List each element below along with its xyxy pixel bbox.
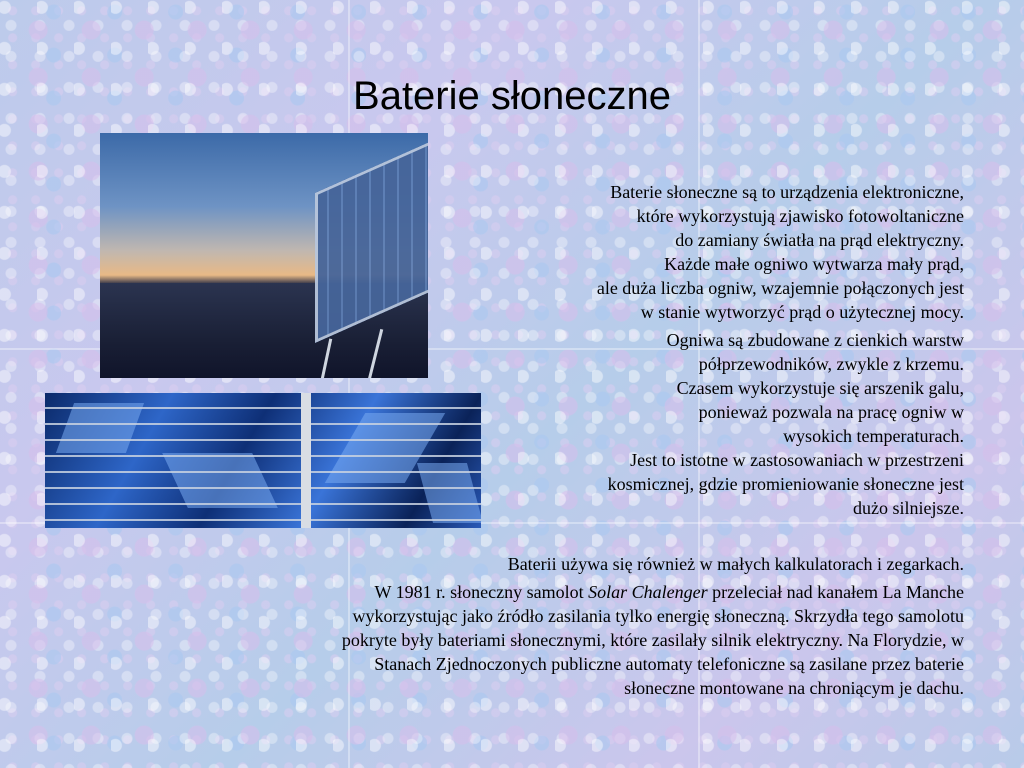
intro-line: Baterie słoneczne są to urządzenia elektroniczne,: [610, 182, 964, 202]
usage-paragraph: [104, 552, 964, 576]
history-line: słoneczne montowane na chroniącym je dachu.: [624, 678, 964, 698]
cells-paragraph: [464, 328, 964, 520]
history-line-first: [104, 580, 964, 604]
cells-line: wysokich temperaturach.: [783, 426, 964, 446]
history-suffix: przeleciał nad kanałem La Manche: [707, 582, 964, 602]
cells-line: półprzewodników, zwykle z krzemu.: [698, 354, 964, 374]
cell-finger-lines: [45, 393, 481, 528]
history-prefix: W 1981 r. słoneczny samolot: [374, 582, 589, 602]
solar-panel-photo: [100, 133, 428, 378]
intro-line: do zamiany światła na prąd elektryczny.: [675, 230, 964, 250]
cells-line: kosmicznej, gdzie promieniowanie słoneczne jest: [607, 474, 964, 494]
history-paragraph: [104, 580, 964, 700]
slide-title: Baterie słoneczne: [353, 74, 671, 118]
cells-line: dużo silniejsze.: [853, 498, 964, 518]
cells-line: Czasem wykorzystuje się arszenik galu,: [676, 378, 964, 398]
cell-busbar: [301, 393, 311, 528]
cells-line: Ogniwa są zbudowane z cienkich warstw: [666, 330, 964, 350]
cells-line: Jest to istotne w zastosowaniach w przestrzeni: [630, 450, 964, 470]
intro-paragraph: [464, 180, 964, 324]
intro-line: ale duża liczba ogniw, wzajemnie połączonych jest: [596, 278, 964, 298]
solar-cell-closeup-photo: [45, 393, 481, 528]
cells-line: ponieważ pozwala na pracę ogniw w: [698, 402, 964, 422]
plane-name: Solar Chalenger: [588, 582, 708, 602]
history-line: pokryte były bateriami słonecznymi, które zasilały silnik elektryczny. Na Florydzie, w: [341, 630, 964, 650]
history-line: Stanach Zjednoczonych publiczne automaty telefoniczne są zasilane przez baterie: [374, 654, 964, 674]
intro-line: Każde małe ogniwo wytwarza mały prąd,: [664, 254, 964, 274]
intro-line: w stanie wytworzyć prąd o użytecznej mocy.: [640, 302, 964, 322]
usage-line: Baterii używa się również w małych kalkulatorach i zegarkach.: [507, 554, 964, 574]
history-line: wykorzystując jako źródło zasilania tylko energię słoneczną. Skrzydła tego samolotu: [352, 606, 964, 626]
intro-line: które wykorzystują zjawisko fotowoltaniczne: [636, 206, 964, 226]
